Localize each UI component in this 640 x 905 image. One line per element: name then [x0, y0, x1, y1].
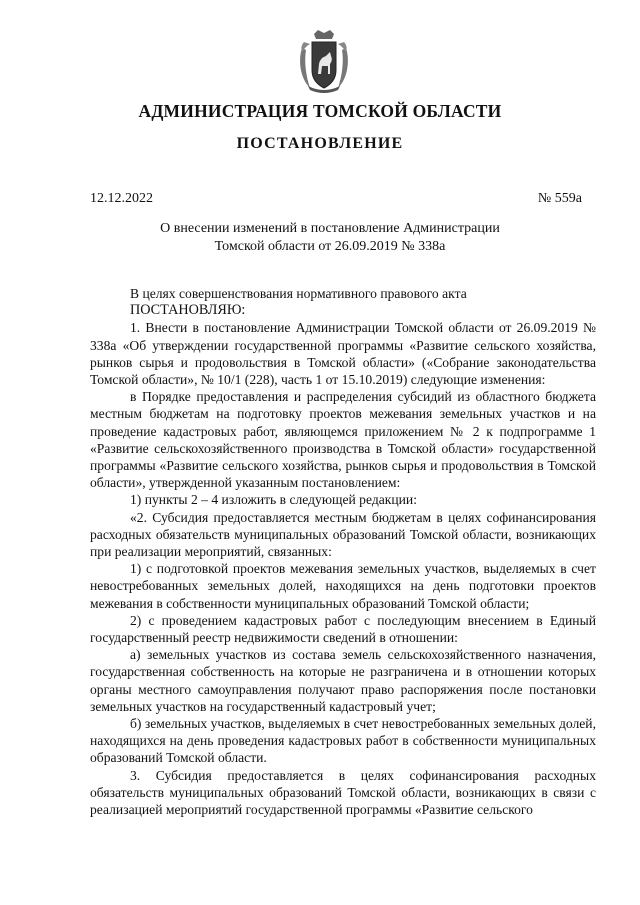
organization-name: АДМИНИСТРАЦИЯ ТОМСКОЙ ОБЛАСТИ: [138, 101, 502, 121]
coat-of-arms-icon: [296, 30, 352, 94]
body-paragraph: «2. Субсидия предоставляется местным бюджетам в целях софинансирования расходных обязательств муниципальных образований Томской области, возникающих при реализации мероприятий, связанных:: [90, 509, 596, 560]
body-paragraph: 2) с проведением кадастровых работ с последующим внесением в Единый государственный реестр недвижимости сведений в отношении:: [90, 612, 596, 646]
document-body: [90, 285, 596, 818]
subject-line: О внесении изменений в постановление Администрации: [160, 221, 500, 236]
body-paragraph: 1. Внести в постановление Администрации Томской области от 26.09.2019 № 338а «Об утверждении государственной программы «Развитие сельского хозяйства, рынков сырья и продовольствия в Томской области» («Собрание законодательства Томской области», № 10/1 (228), часть 1 от 15.10.2019) следующие изменения:: [90, 320, 596, 388]
body-paragraph: а) земельных участков из состава земель сельскохозяйственного назначения, государственная собственность на которые не разграничена и в отношении которых органы местного самоуправления получают право распоряжения после постановки земельных участков на государственный кадастровый учет;: [90, 647, 596, 714]
subject-line: Томской области от 26.09.2019 № 338а: [214, 239, 446, 254]
document-date: 12.12.2022: [90, 191, 153, 206]
document-type: ПОСТАНОВЛЕНИЕ: [236, 135, 404, 152]
body-paragraph: 1) с подготовкой проектов межевания земельных участков, выделяемых в счет невостребованных земельных долей, находящихся на день подготовки проектов межевания в собственности муниципальных образований Томской области;: [90, 561, 596, 611]
document-subject: [150, 220, 510, 256]
document-number: № 559а: [537, 191, 582, 206]
body-paragraph: 3. Субсидия предоставляется в целях софинансирования расходных обязательств муниципальных образований Томской области, возникающих в связи с реализацией мероприятий государственной программы «Развитие сельского: [90, 767, 596, 818]
preamble-paragraph: В целях совершенствования нормативного правового акта: [130, 286, 467, 301]
body-paragraph: 1) пункты 2 – 4 изложить в следующей редакции:: [130, 492, 417, 508]
body-paragraph: б) земельных участков, выделяемых в счет невостребованных земельных долей, находящихся на день проведения кадастровых работ в собственности муниципальных образований Томской области.: [90, 716, 596, 766]
decree-word: ПОСТАНОВЛЯЮ:: [130, 302, 246, 319]
body-paragraph: в Порядке предоставления и распределения субсидий из областного бюджета местным бюджетам на подготовку проектов межевания земельных участков и на проведение кадастровых работ, являющемся приложением № 2 к подпрограмме 1 «Развитие сельскохозяйственного производства в Томской области» государственной программы «Развитие сельского хозяйства, рынков сырья и продовольствия в Томской области», утвержденной указанным постановлением:: [90, 389, 596, 491]
